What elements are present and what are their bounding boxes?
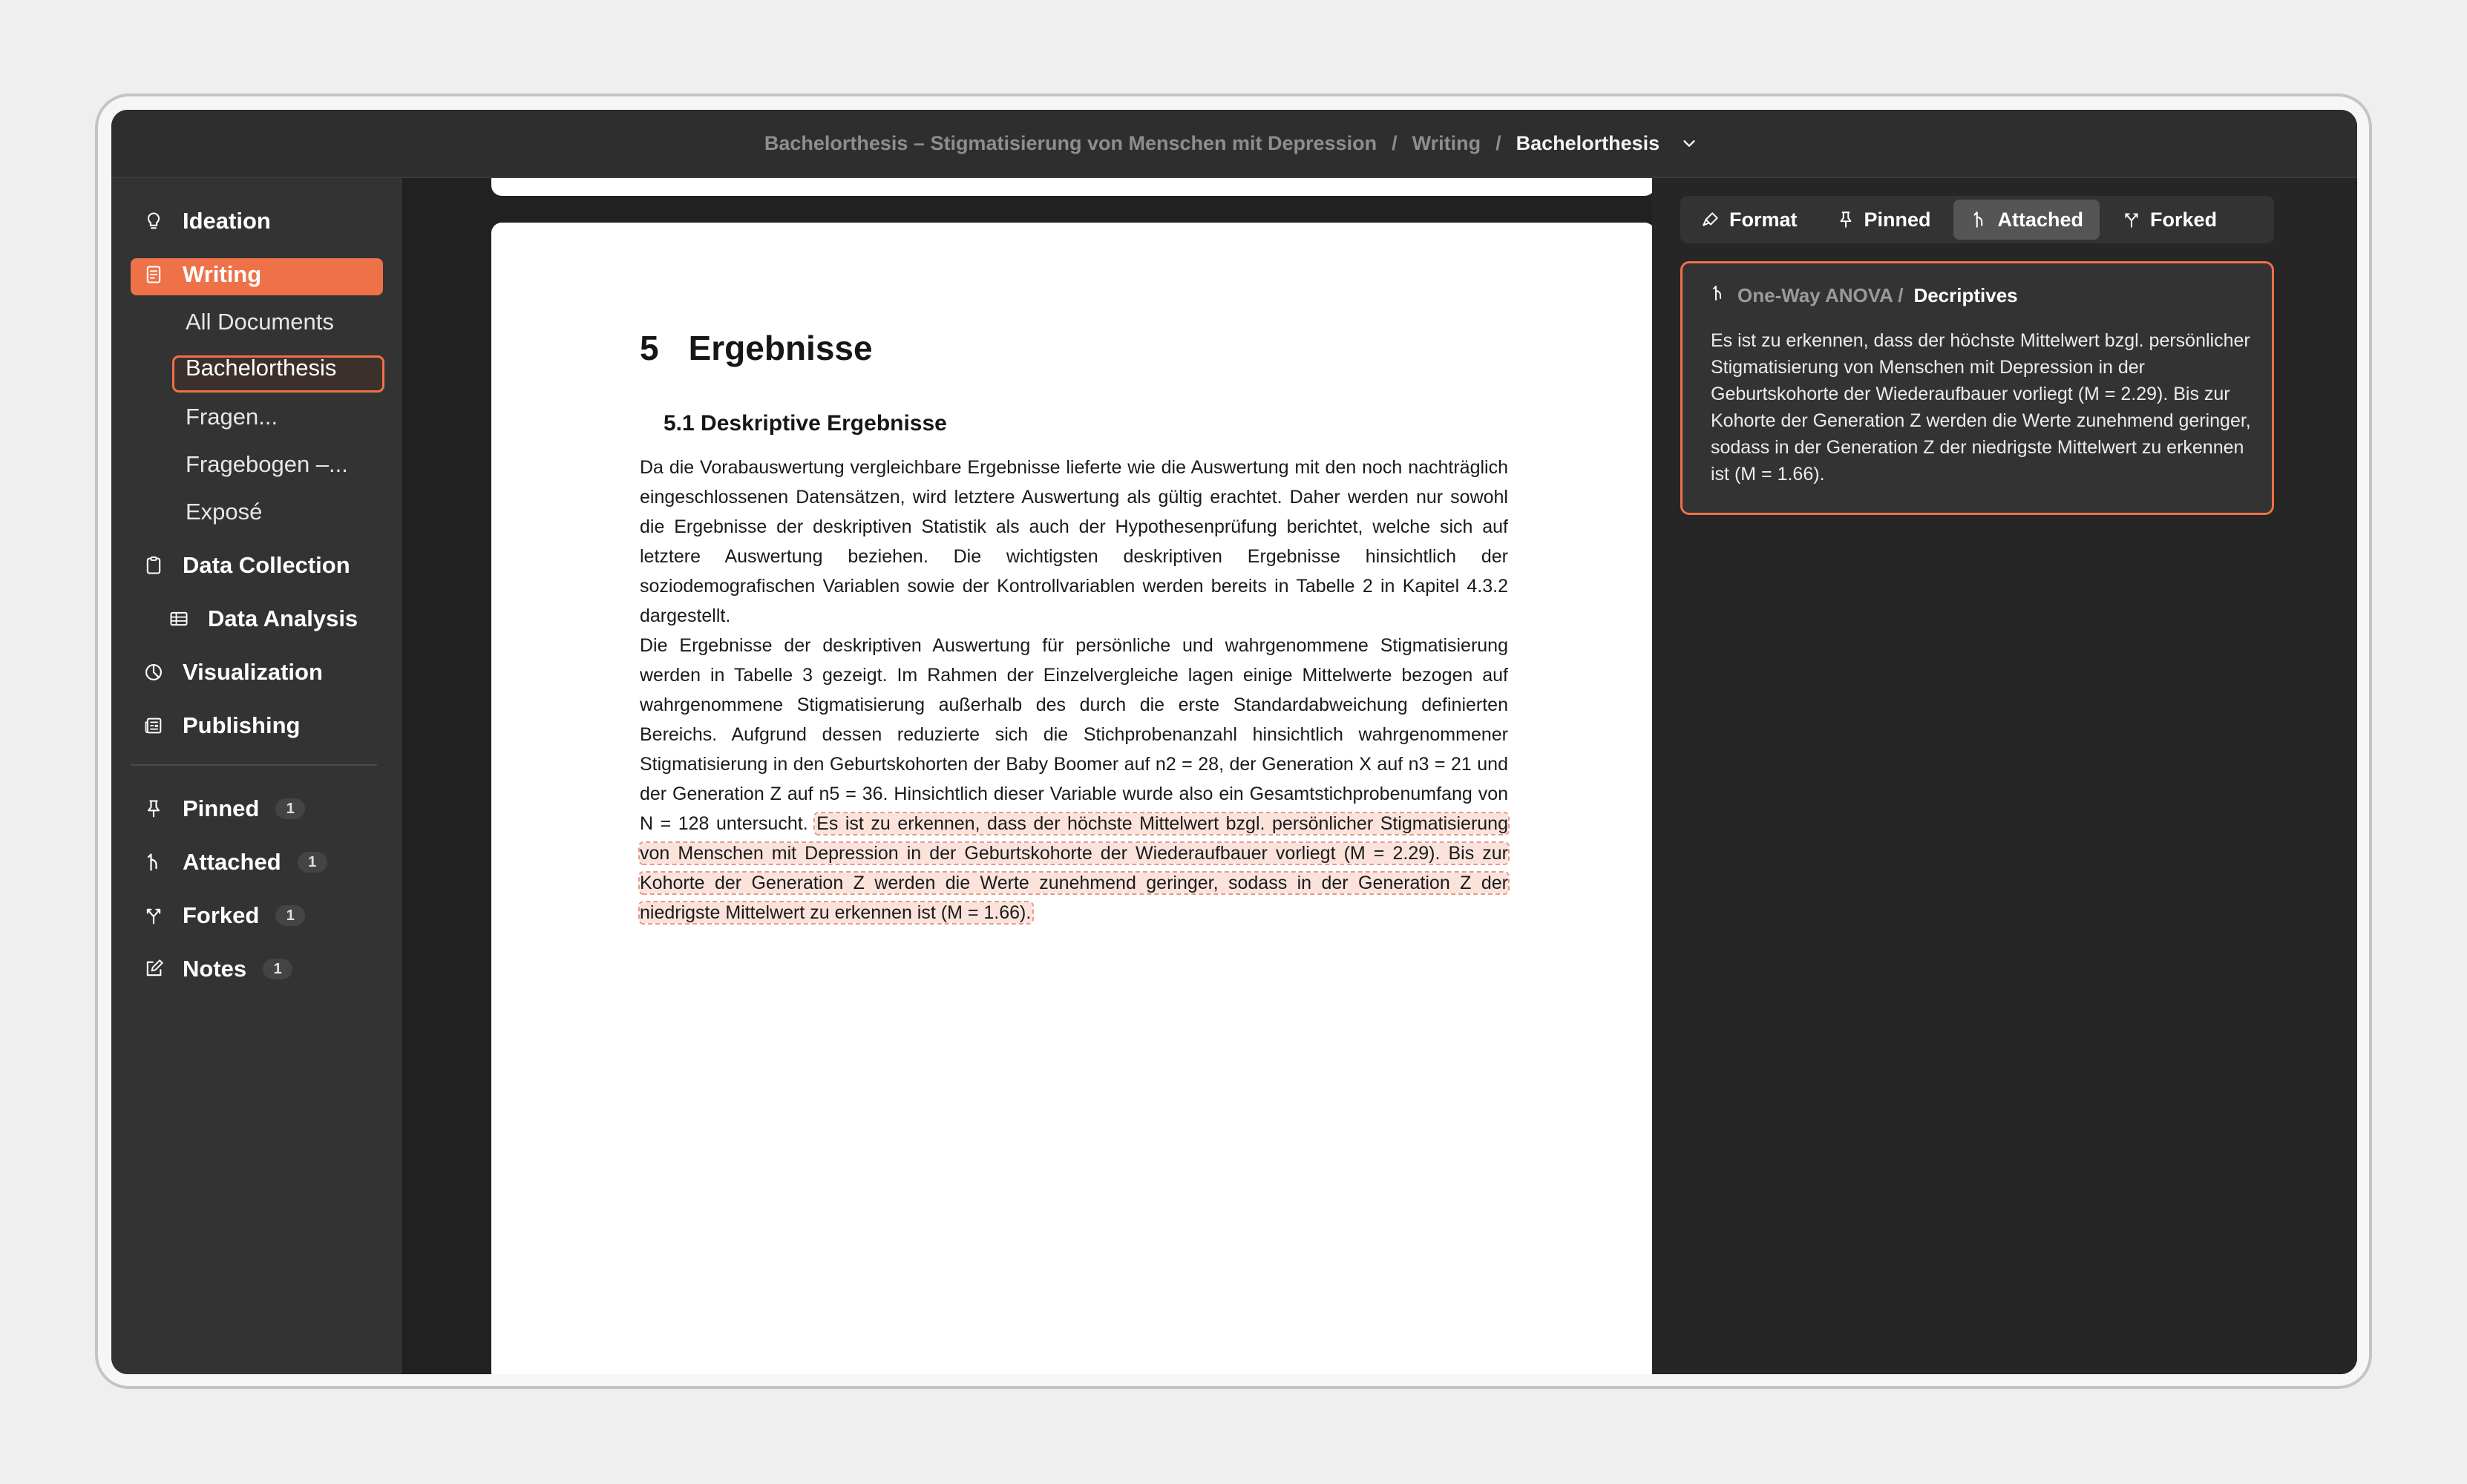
card-header: [1709, 284, 2018, 307]
tab-label: Forked: [2150, 208, 2218, 231]
count-badge: 1: [275, 905, 305, 926]
panel-tabs: [1680, 196, 2274, 243]
sidebar-item-label: Writing: [183, 261, 262, 287]
breadcrumb-section[interactable]: Writing: [1412, 131, 1481, 154]
sidebar-item-label: Pinned: [183, 795, 260, 821]
count-badge: 1: [263, 959, 292, 979]
paragraph[interactable]: [640, 631, 1508, 928]
doc-link-fragen[interactable]: Fragen...: [186, 404, 278, 430]
sidebar-item-label: Forked: [183, 902, 260, 928]
card-text: Es ist zu erkennen, dass der höchste Mittelwert bzgl. persönlicher Stigmatisierung von Menschen mit Depression in der Geburtskohorte der Wiederaufbauer vorliegt (M = 2.29). Bis zur Kohorte der Generation Z werden die Werte zunehmend geringer, sodass in der Generation Z der niedrigste Mittelwert zu erkennen ist (M = 1.66).: [1711, 330, 2251, 485]
breadcrumb-project[interactable]: Bachelorthesis – Stigmatisierung von Menschen mit Depression: [764, 131, 1377, 154]
document-page[interactable]: [491, 223, 1652, 1374]
sidebar-item-label: Data Collection: [183, 552, 350, 578]
sidebar-item-ideation[interactable]: [142, 208, 271, 234]
pin-icon: [1836, 210, 1855, 229]
attach-icon: [142, 851, 165, 873]
pie-chart-icon: [142, 661, 165, 683]
count-badge: 1: [298, 852, 327, 873]
attached-highlight[interactable]: Es ist zu erkennen, dass der höchste Mittelwert bzgl. persönlicher Stigmatisierung von Menschen mit Depression in der Geburtskohorte der Wiederaufbauer vorliegt (M = 2.29). Bis zur Kohorte der Generation Z werden die Werte zunehmend geringer, sodass in der Generation Z der niedrigste Mittelwert zu erkennen ist (M = 1.66).: [640, 813, 1508, 923]
chapter-number: 5: [640, 329, 659, 367]
attach-icon: [1970, 210, 1989, 229]
doc-link-fragebogen[interactable]: Fragebogen –...: [186, 451, 348, 477]
newspaper-icon: [142, 715, 165, 737]
document-body[interactable]: [640, 453, 1508, 928]
attached-item-card[interactable]: [1680, 261, 2274, 515]
fork-icon: [2122, 210, 2141, 229]
tab-attached[interactable]: [1953, 200, 2100, 240]
app-window: [111, 110, 2357, 1374]
sidebar-item-label: Data Analysis: [208, 605, 358, 631]
sidebar-item-pinned[interactable]: [142, 795, 305, 822]
sidebar-item-label: Visualization: [183, 659, 323, 685]
section-heading[interactable]: 5.1 Deskriptive Ergebnisse: [664, 411, 947, 436]
count-badge: 1: [275, 798, 305, 819]
breadcrumb-current[interactable]: Bachelorthesis: [1516, 131, 1660, 154]
chapter-title: Ergebnisse: [688, 329, 873, 367]
sidebar-item-attached[interactable]: [142, 849, 327, 876]
sidebar-item-data-collection[interactable]: [142, 552, 350, 579]
tab-label: Attached: [1997, 208, 2084, 231]
card-source: One-Way ANOVA /: [1737, 284, 1904, 306]
breadcrumb: [111, 110, 2357, 178]
doc-link-bachelorthesis[interactable]: Bachelorthesis: [186, 355, 337, 381]
sidebar-item-publishing[interactable]: [142, 712, 300, 739]
right-panel: [1652, 178, 2357, 1374]
doc-link-expose[interactable]: Exposé: [186, 499, 263, 525]
sidebar-item-label: Notes: [183, 956, 247, 982]
lightbulb-icon: [142, 210, 165, 232]
fork-icon: [142, 904, 165, 927]
card-title: Decriptives: [1913, 284, 2018, 306]
sidebar-item-data-analysis[interactable]: [168, 605, 358, 632]
document-canvas[interactable]: [402, 178, 1652, 1374]
sidebar-item-label: Publishing: [183, 712, 301, 738]
note-edit-icon: [142, 958, 165, 980]
sidebar: [111, 178, 402, 1374]
pin-icon: [142, 798, 165, 820]
tab-label: Pinned: [1864, 208, 1931, 231]
clipboard-icon: [142, 554, 165, 577]
paragraph[interactable]: Da die Vorabauswertung vergleichbare Ergebnisse lieferte wie die Auswertung mit den noch nachträglich eingeschlossenen Datensätzen, wird letztere Auswertung als gültig erachtet. Daher werden nur sowohl die Ergebnisse der deskriptiven Statistik als auch der Hypothesenprüfung berichtet, welche sich auf letztere Auswertung beziehen. Die wichtigsten deskriptiven Ergebnisse hinsichtlich der soziodemografischen Variablen sowie der Kontrollvariablen werden bereits in Tabelle 2 in Kapitel 4.3.2 dargestellt.: [640, 457, 1508, 626]
sidebar-item-label: Ideation: [183, 208, 271, 234]
previous-page[interactable]: [491, 178, 1652, 196]
table-icon: [168, 608, 190, 630]
chevron-down-icon[interactable]: [1674, 128, 1704, 158]
sidebar-item-visualization[interactable]: [142, 659, 323, 686]
sidebar-divider: [131, 764, 377, 766]
attach-icon: [1709, 284, 1727, 307]
tab-forked[interactable]: [2106, 200, 2233, 240]
document-icon: [142, 263, 165, 286]
breadcrumb-separator: /: [1392, 131, 1398, 154]
paragraph-text: Die Ergebnisse der deskriptiven Auswertung für persönliche und wahrgenommene Stigmatisierung werden in Tabelle 3 gezeigt. Im Rahmen der Einzelvergleiche lagen einige Mittelwerte bezogen auf wahrgenommene Stigmatisierung außerhalb des durch die erste Standardabweichung definierten Bereichs. Aufgrund dessen reduzierte sich die Stichprobenanzahl hinsichtlich wahrgenommener Stigmatisierung in den Geburtskohorten der Baby Boomer auf n2 = 28, der Generation X auf n3 = 21 und der Generation Z auf n5 = 36. Hinsichtlich dieser Variable wurde also ein Gesamtstichprobenumfang von N = 128 untersucht.: [640, 635, 1508, 834]
doc-link-all-documents[interactable]: All Documents: [186, 309, 334, 335]
sidebar-item-notes[interactable]: [142, 956, 292, 982]
tab-format[interactable]: [1685, 200, 1814, 240]
sidebar-item-label: Attached: [183, 849, 281, 875]
brush-icon: [1701, 210, 1720, 229]
chapter-heading[interactable]: [640, 328, 873, 368]
sidebar-item-writing[interactable]: [142, 261, 261, 288]
tab-label: Format: [1729, 208, 1798, 231]
tab-pinned[interactable]: [1820, 200, 1947, 240]
breadcrumb-separator: /: [1495, 131, 1501, 154]
sidebar-item-forked[interactable]: [142, 902, 305, 929]
